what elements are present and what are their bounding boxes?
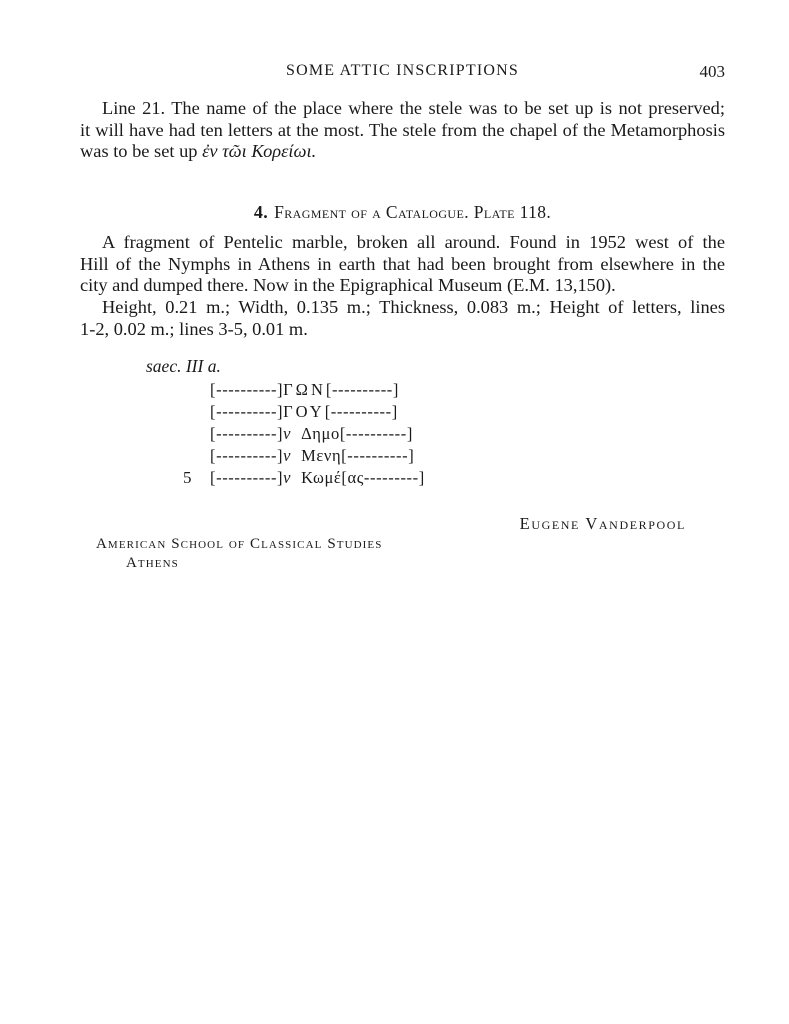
description-line-3: city and dumped there. Now in the Epigraphical Museum (E.M. 13,150). — [80, 275, 616, 295]
right-lacuna: [----------] — [325, 380, 399, 399]
vacat-mark: v — [283, 446, 292, 465]
right-lacuna: [----------] — [324, 402, 398, 421]
right-lacuna: [----------] — [339, 424, 413, 443]
description-paragraph — [80, 232, 725, 297]
intro-line-3-text: was to be set up — [80, 141, 203, 161]
left-lacuna: [----------] — [210, 424, 284, 443]
line-number: 5 — [183, 468, 192, 487]
right-lacuna: [----------] — [341, 446, 415, 465]
preserved-letters: Μενη — [301, 446, 342, 465]
page-number: 403 — [699, 62, 725, 81]
greek-phrase: ἐν τῶι Κορείωι. — [202, 141, 317, 161]
left-lacuna: [----------] — [210, 402, 284, 421]
institution-name: American School of Classical Studies — [96, 536, 383, 552]
section-title: Fragment of a Catalogue. Plate 118. — [274, 202, 552, 222]
preserved-letters: Κωμέ[ας — [301, 468, 364, 487]
inscription-line — [210, 468, 425, 490]
section-heading — [80, 202, 725, 223]
description-line-1: A fragment of Pentelic marble, broken all around. Found in 1952 west of the — [102, 232, 725, 252]
date-prefix: saec. III — [146, 356, 208, 376]
inscription-line — [210, 446, 414, 468]
author-name: Eugene Vanderpool — [519, 514, 686, 533]
running-head — [80, 60, 725, 84]
left-lacuna: [----------] — [210, 446, 284, 465]
intro-line-3 — [80, 141, 725, 163]
preserved-letters: Δημο — [301, 424, 340, 443]
vacat-mark: v — [283, 468, 292, 487]
right-lacuna: ---------] — [363, 468, 425, 487]
inscription-date — [146, 356, 221, 377]
section-number: 4. — [253, 202, 269, 222]
author-affiliation — [96, 535, 382, 573]
preserved-letters: ΓΩΝ — [283, 380, 326, 399]
date-suffix: a. — [207, 356, 221, 376]
intro-paragraph — [80, 98, 725, 163]
dimensions-line-2: 1-2, 0.02 m.; lines 3-5, 0.01 m. — [80, 318, 308, 339]
vacat-mark: v — [283, 424, 292, 443]
dimensions-line-1: Height, 0.21 m.; Width, 0.135 m.; Thickness, 0.083 m.; Height of letters, lines — [102, 297, 725, 317]
running-title: SOME ATTIC INSCRIPTIONS — [286, 62, 519, 79]
inscription-line — [210, 380, 399, 402]
intro-line-1: Line 21. The name of the place where the stele was to be set up is not preserved; — [102, 98, 725, 118]
dimensions-paragraph — [80, 297, 725, 340]
description-line-2: Hill of the Nymphs in Athens in earth that had been brought from elsewhere in the — [80, 253, 725, 274]
intro-line-2: it will have had ten letters at the most. The stele from the chapel of the Metamorphosis — [80, 119, 725, 140]
left-lacuna: [----------] — [210, 468, 284, 487]
inscription-line — [210, 424, 413, 446]
left-lacuna: [----------] — [210, 380, 284, 399]
preserved-letters: ΓΟΥ — [283, 402, 325, 421]
institution-city: Athens — [126, 555, 179, 571]
inscription-line — [210, 402, 398, 424]
